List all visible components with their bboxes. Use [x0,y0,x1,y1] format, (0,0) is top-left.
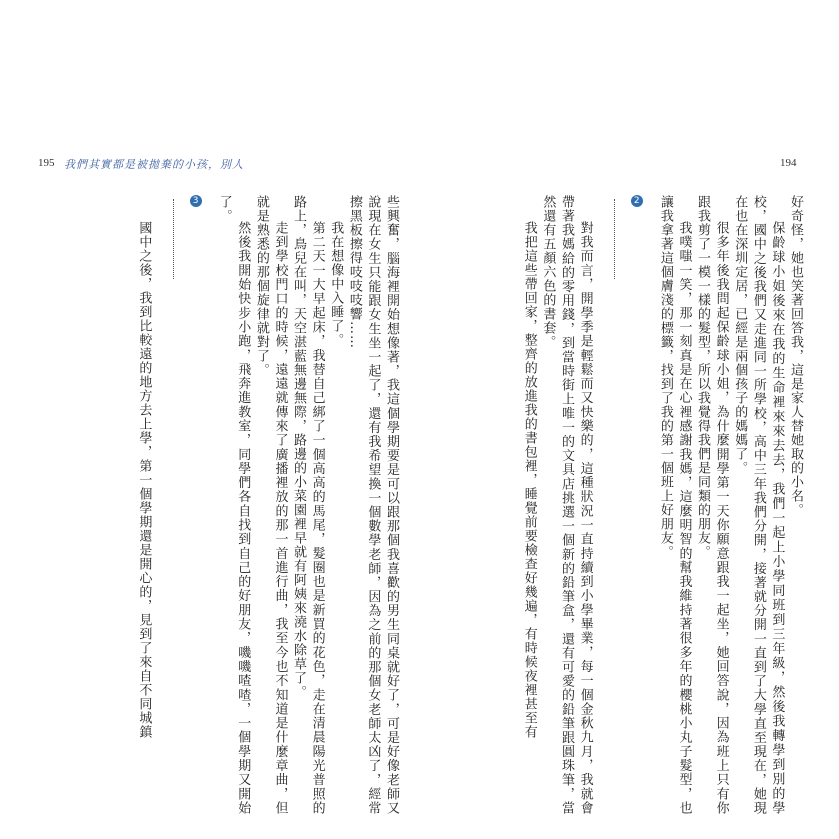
handwritten-signature: 我們其實都是被拋棄的小孩，別人 [64,158,244,171]
paragraph: 然後我開始快步小跑，飛奔進教室，同學們各自找到自己的好朋友，嘰嘰喳喳，一個學期又開始了。 [216,195,251,815]
right-page-number: 194 [780,157,797,169]
section-marker [606,195,644,815]
dotted-rule [173,199,175,279]
section-number-badge: 3 [190,195,202,207]
paragraph: 我噗嗤一笑，那一刻真是在心裡感謝我媽，這麼明智的幫我維持著很多年的櫻桃小丸子髮型，也讓我拿著這個膚淺的標籤，找到了我的第一個班上好朋友。 [657,195,692,815]
paragraph: 好奇怪，她也笑著回答我，這是家人替她取的小名。 [788,195,803,517]
section-marker [164,195,202,815]
paragraph: 第二天一大早起床，我替自己綁了一個高高的馬尾，髮圈也是新買的花色，走在清晨陽光普照的路上，鳥兒在叫，天空湛藍無邊無際，路邊的小菜園裡早就有阿姨來澆水除草了。 [291,195,325,815]
paragraph: 對我而言，開學季是輕鬆而又快樂的，這種狀況一直持續到小學畢業，每一個金秋九月，我就會帶著我媽給的零用錢，到當時街上唯一的文具店挑選一個新的鉛筆盒，還有可愛的鉛筆跟圓珠筆，當然還有五顏六色的書套。 [540,195,593,815]
left-page-number: 195 [38,157,55,169]
paragraph: 我把這些帶回家，整齊的放進我的書包裡，睡覺前要檢查好幾遍，有時候夜裡甚至有 [521,221,537,739]
section-number-badge: 2 [631,195,643,207]
left-page-text [64,195,400,815]
right-page-text [434,195,804,815]
dotted-rule [614,199,616,279]
paragraph: 我在想像中入睡了。 [328,221,344,347]
paragraph: 國中之後，我到比較遠的地方去上學，第一個學期還是開心的，見到了來自不同城鎮 [136,221,152,739]
paragraph: 走到學校門口的時候，遠遠就傳來了廣播裡放的那一首進行曲，我至今也不知道是什麼章曲，但就是熟悉的那個旋律就對了。 [253,195,288,815]
paragraph: 些興奮，腦海裡開始想像著，我這個學期要是可以跟那個我喜歡的男生同桌就好了，可是好像老師又說現在女生只能跟女生坐一起了，還有我希望換一個數學老師，因為之前的那個女老師太凶了，經常擦黑板擦得吱吱吱響…… [346,195,399,815]
paragraph: 保齡球小姐後來在我的生命裡來來去去，我們一起上小學同班到三年級，然後我轉學到別的學校，國中之後我們又走進同一所學校，高中三年我們分開，接著就分開一直到了大學直至現在，她現在也在深圳定居，已經是兩個孩子的媽媽了。 [732,195,785,815]
paragraph: 很多年後我問起保齡球小姐，為什麼開學第一天你願意跟我一起坐，她回答說，因為班上只有你跟我剪了一模一樣的髮型，所以我覺得我們是同類的朋友。 [695,195,729,815]
